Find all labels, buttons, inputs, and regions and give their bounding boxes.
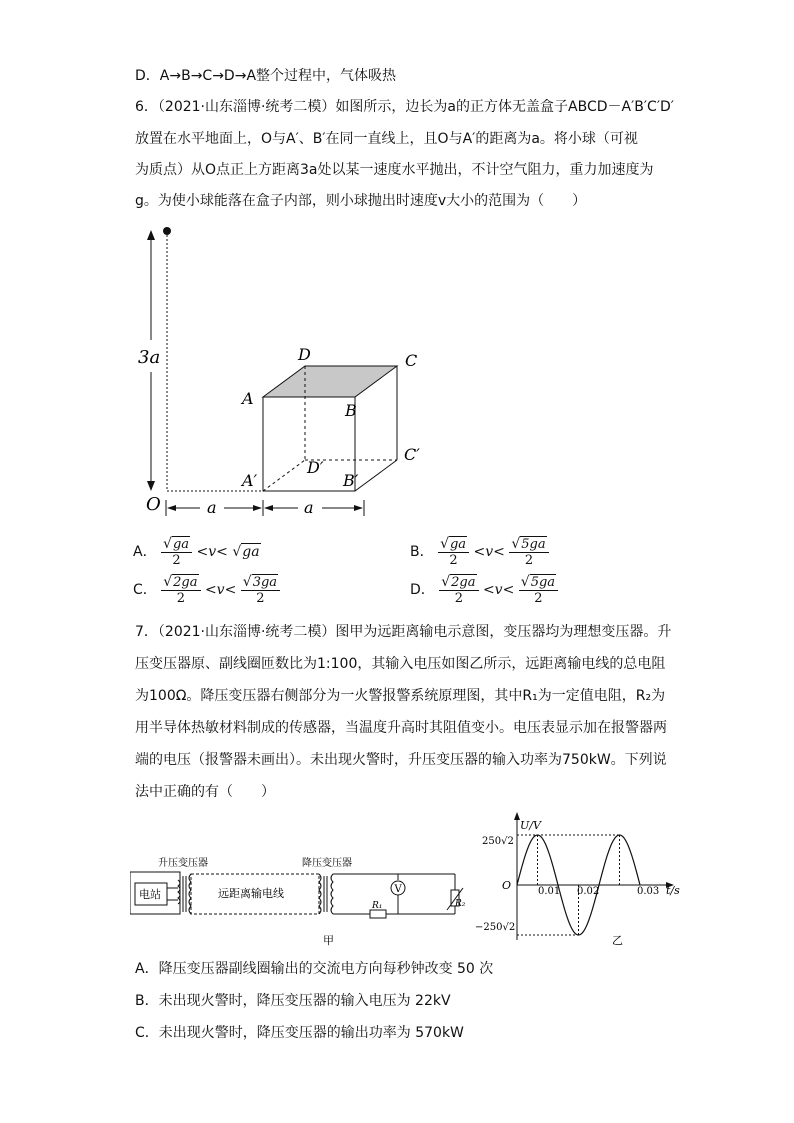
q6-option-b[interactable]: B． $\frac{√ga}{2}$ <v< $\frac{√5ga}{2}$ (410, 536, 549, 568)
label-A: A (242, 389, 254, 408)
label-D1: D′ (307, 458, 324, 477)
wave-xtick-1: 0.01 (538, 886, 561, 897)
label-B1: B′ (343, 471, 359, 490)
q6-stem-line3: 为质点）从O点正上方距离3a处以某一速度水平抛出，不计空气阻力，重力加速度为 (135, 162, 654, 178)
q7-stem-line2: 压变压器原、副线圈匝数比为1:100，其输入电压如图乙所示，远距离输电线的总电阻 (135, 656, 666, 672)
cube-edge-bottom-right (355, 460, 397, 491)
q6-cube-figure (130, 222, 430, 522)
wave-xlabel: t/s (666, 884, 680, 897)
step-down-label: 降压变压器 (302, 858, 352, 869)
arrow-head-down (147, 481, 155, 491)
q7-stem-line6: 法中正确的有（ ） (135, 784, 275, 800)
q7-stem-line1: 7．（2021·山东淄博·统考二模）图甲为远距离输电示意图，变压器均为理想变压器。升 (135, 624, 672, 640)
label-D: D (298, 345, 311, 364)
label-C1: C′ (404, 445, 420, 464)
wave-xtick-2: 0.02 (577, 886, 600, 897)
circuit-caption: 甲 (323, 934, 334, 947)
arrow-head-up (147, 230, 155, 240)
dist-label-1: a (207, 498, 217, 517)
dist-label-2: a (304, 498, 314, 517)
q6-option-d[interactable]: D． $\frac{√2ga}{2}$ <v< $\frac{√5ga}{2}$ (410, 574, 558, 606)
q7-option-c[interactable]: C．未出现火警时，降压变压器的输出功率为 570kW (135, 1025, 464, 1041)
q7-voltage-waveform (470, 810, 690, 950)
label-C: C (405, 351, 418, 370)
ball (163, 227, 171, 235)
r2-label: R₂ (455, 899, 466, 909)
wave-xtick-3: 0.03 (637, 886, 660, 897)
label-A1: A′ (242, 471, 258, 490)
q7-circuit-diagram (130, 850, 470, 950)
cube-top-face (263, 366, 397, 397)
q7-option-b[interactable]: B．未出现火警时，降压变压器的输入电压为 22kV (135, 993, 451, 1009)
q7-stem-line5: 端的电压（报警器未画出）。未出现火警时，升压变压器的输入功率为750kW。下列说 (135, 752, 667, 768)
wave-ytick-pos: 250√2 (482, 836, 514, 847)
wave-ytick-neg: −250√2 (475, 922, 516, 933)
height-label: 3a (138, 347, 161, 368)
r1-label: R₁ (372, 901, 383, 911)
q7-option-a[interactable]: A．降压变压器副线圈输出的交流电方向每秒钟改变 50 次 (135, 961, 494, 977)
q6-stem-line4: g。为使小球能落在盒子内部，则小球抛出时速度v大小的范围为（ ） (135, 193, 587, 209)
step-up-label: 升压变压器 (158, 858, 208, 869)
power-station-label: 电站 (139, 888, 161, 901)
label-O: O (146, 494, 161, 515)
q5-option-d: D．A→B→C→D→A整个过程中，气体吸热 (135, 68, 397, 84)
q6-option-c[interactable]: C． $\frac{√2ga}{2}$ <v< $\frac{√3ga}{2}$ (133, 574, 280, 606)
hidden-edge-2 (263, 460, 305, 491)
q7-stem-line4: 用半导体热敏材料制成的传感器，当温度升高时其阻值变小。电压表显示加在报警器两 (135, 720, 667, 736)
label-B: B (345, 401, 357, 420)
step-down-secondary-coil (331, 874, 333, 914)
q6-stem-line2: 放置在水平地面上，O与A′、B′在同一直线上，且O与A′的距离为a。将小球（可视 (135, 131, 638, 147)
wave-ylabel: U/V (520, 819, 541, 832)
q7-stem-line3: 为100Ω。降压变压器右侧部分为一火警报警系统原理图，其中R₁为一定值电阻，R₂为 (135, 688, 666, 704)
transmission-line-label: 远距离输电线 (218, 887, 284, 900)
wave-caption: 乙 (612, 934, 623, 947)
q6-option-a[interactable]: A． $\frac{√ga}{2}$ <v< √ga (133, 536, 260, 568)
wave-origin: O (502, 879, 512, 892)
voltmeter-label: V (394, 884, 402, 895)
resistor-r1 (370, 910, 386, 918)
q6-stem-line1: 6．（2021·山东淄博·统考二模）如图所示，边长为a的正方体无盖盒子ABCD－A′B′C′D′ (135, 99, 674, 115)
